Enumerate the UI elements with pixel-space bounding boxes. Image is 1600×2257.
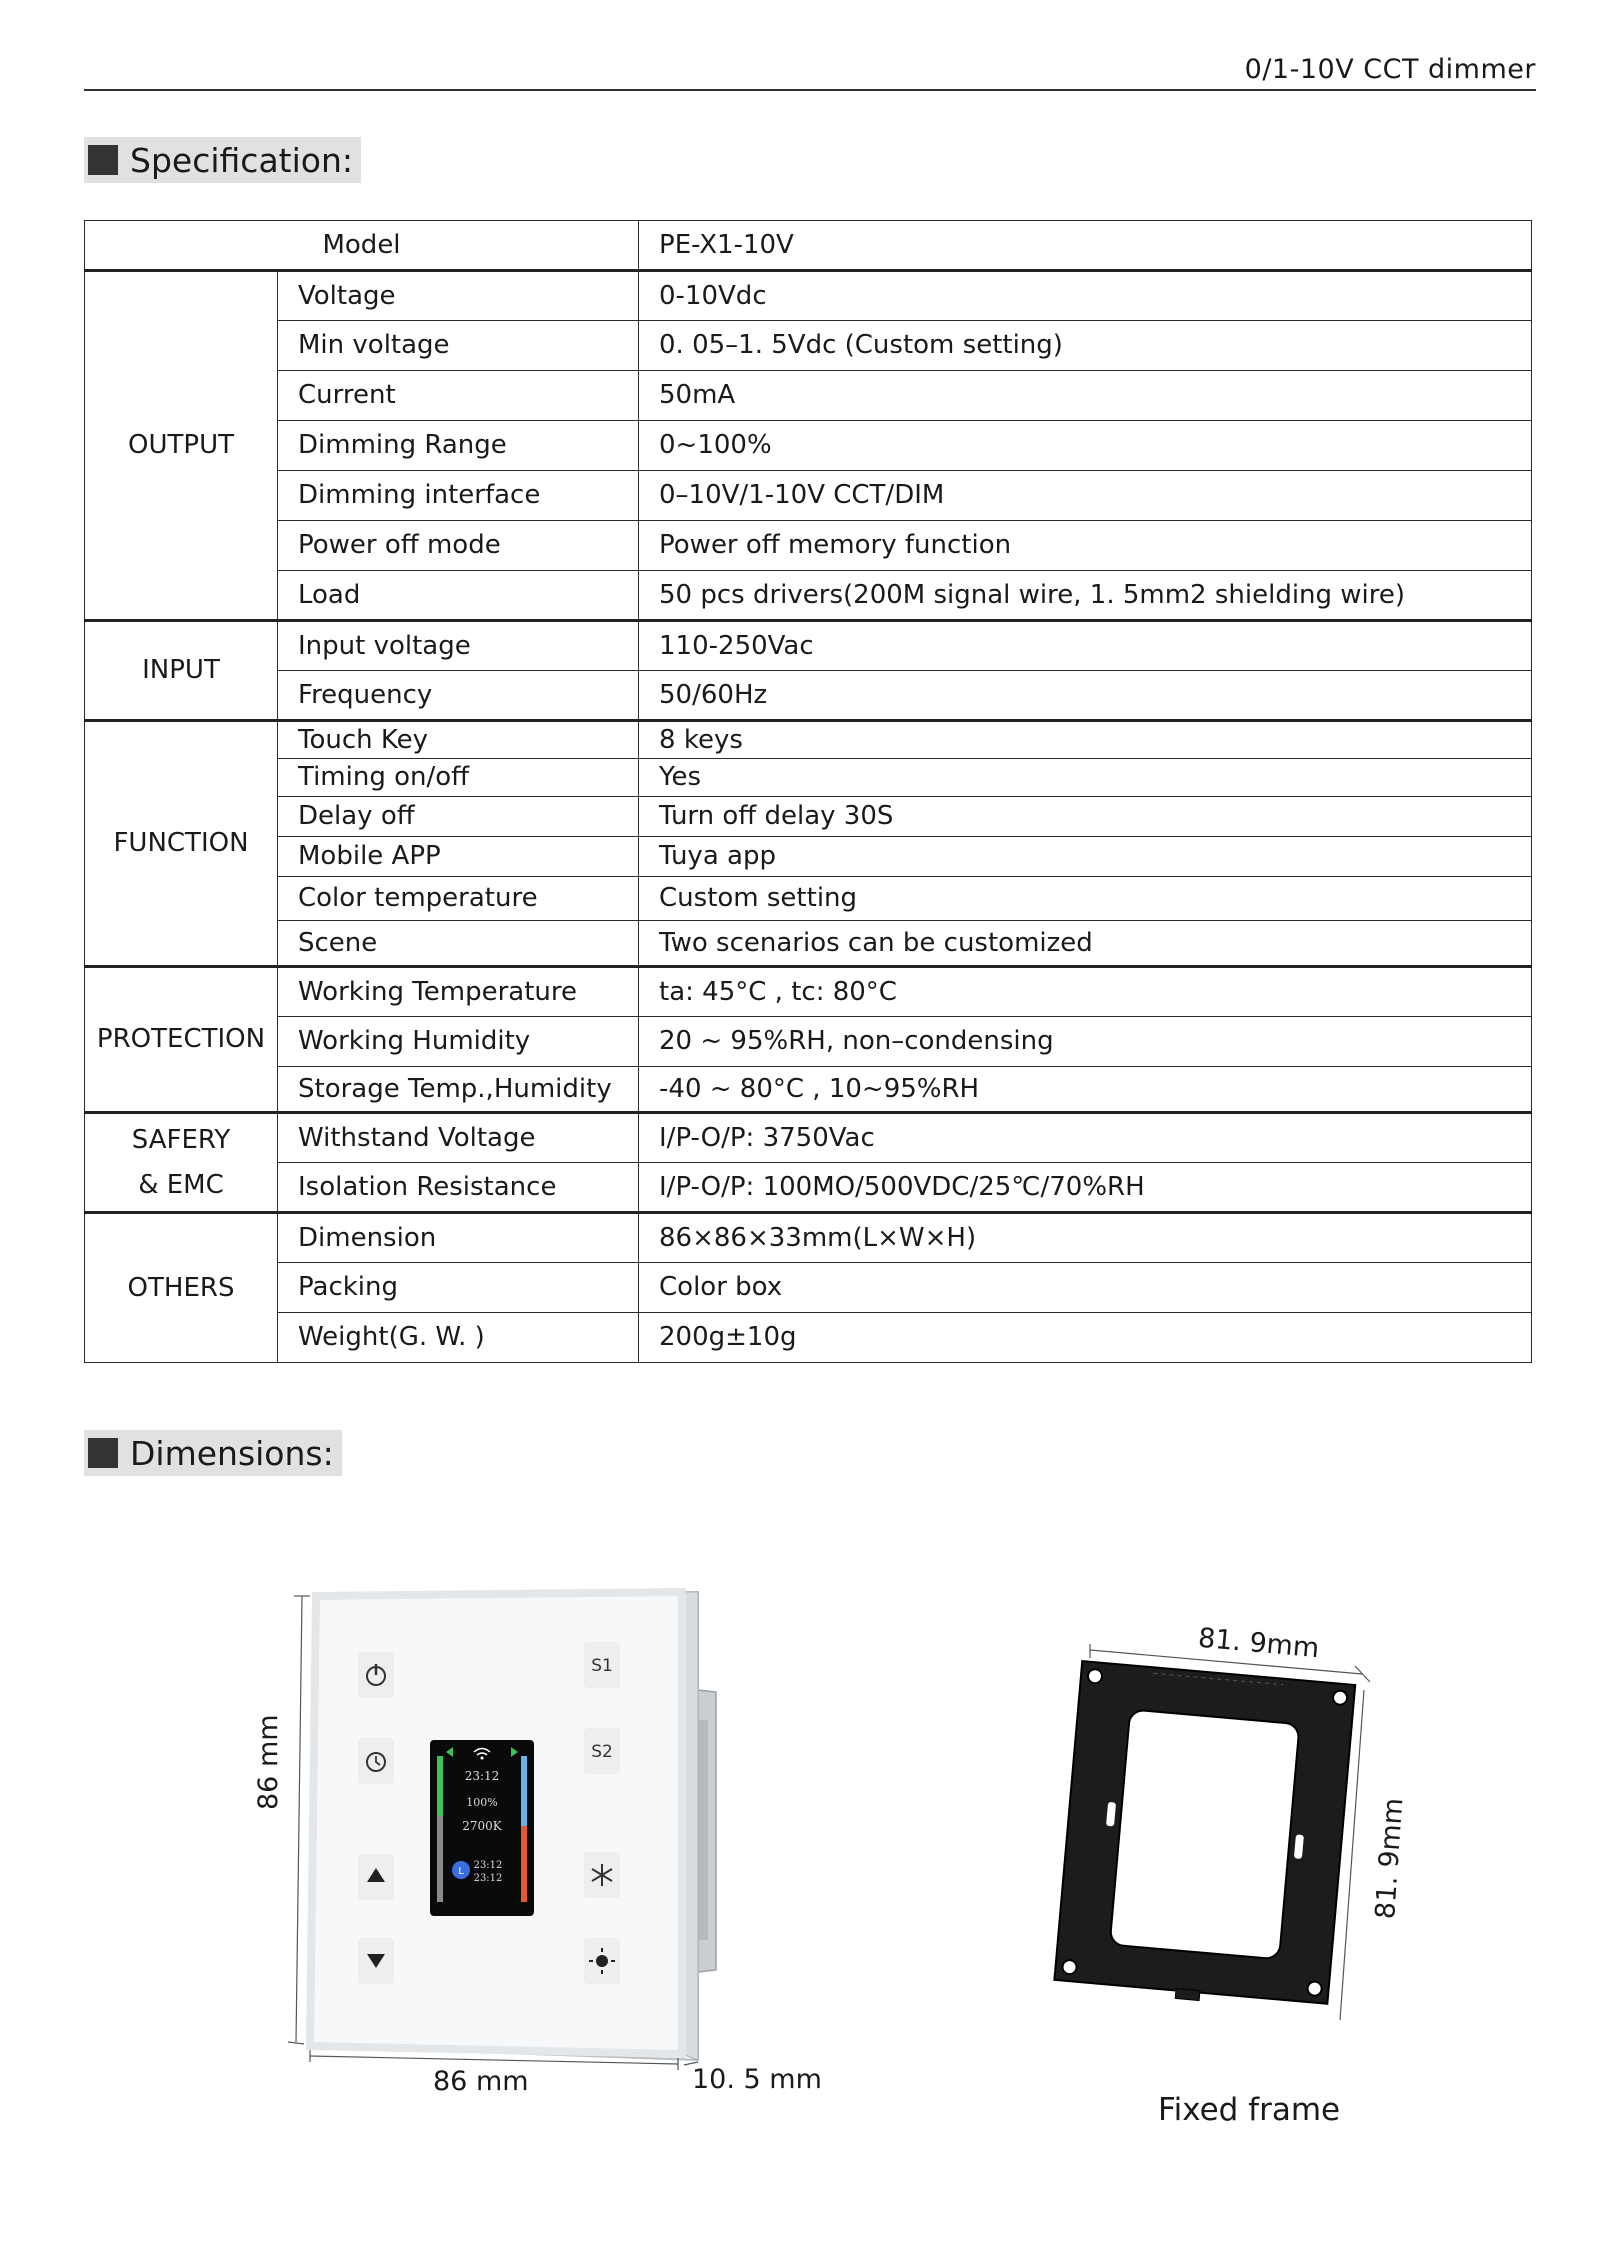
svg-text:23:12: 23:12 <box>473 1873 503 1884</box>
spec-label: Dimension <box>278 1213 639 1263</box>
power-key <box>358 1652 394 1698</box>
section-title: Dimensions: <box>130 1433 334 1473</box>
spec-value: Two scenarios can be customized <box>639 921 1532 967</box>
spec-row <box>85 921 1532 967</box>
spec-value: 20 ~ 95%RH, non–condensing <box>639 1017 1532 1067</box>
spec-row <box>85 721 1532 759</box>
spec-group-name: OUTPUT <box>85 271 278 621</box>
spec-row <box>85 1263 1532 1313</box>
spec-label: Input voltage <box>278 621 639 671</box>
spec-row <box>85 759 1532 797</box>
spec-label: Isolation Resistance <box>278 1163 639 1213</box>
spec-label: Voltage <box>278 271 639 321</box>
section-title: Specification: <box>130 140 353 180</box>
spec-label: Current <box>278 371 639 421</box>
spec-label: Load <box>278 571 639 621</box>
spec-label: Scene <box>278 921 639 967</box>
model-value: PE-X1-10V <box>639 221 1532 271</box>
spec-value: 200g±10g <box>639 1313 1532 1363</box>
spec-row <box>85 571 1532 621</box>
spec-value: Yes <box>639 759 1532 797</box>
spec-row <box>85 271 1532 321</box>
spec-value: 50mA <box>639 371 1532 421</box>
spec-value: 110-250Vac <box>639 621 1532 671</box>
section-square-icon <box>88 1438 118 1468</box>
specification-table <box>84 220 1532 1363</box>
spec-row <box>85 967 1532 1017</box>
spec-row <box>85 621 1532 671</box>
up-key <box>358 1854 394 1900</box>
spec-row <box>85 837 1532 877</box>
panel-height-label: 86 mm <box>253 1714 284 1810</box>
spec-row <box>85 471 1532 521</box>
spec-label: Mobile APP <box>278 837 639 877</box>
spec-group-name: INPUT <box>85 621 278 721</box>
frame-height-label: 81. 9mm <box>1370 1796 1410 1921</box>
spec-value: ta: 45°C , tc: 80°C <box>639 967 1532 1017</box>
panel-illustration <box>280 1580 720 2070</box>
spec-row <box>85 797 1532 837</box>
spec-value: 0-10Vdc <box>639 271 1532 321</box>
frame-caption: Fixed frame <box>1158 2092 1341 2128</box>
sun-key <box>584 1938 620 1984</box>
spec-label: Min voltage <box>278 321 639 371</box>
svg-text:100%: 100% <box>466 1796 498 1809</box>
svg-text:S2: S2 <box>591 1742 613 1762</box>
svg-text:S1: S1 <box>591 1656 613 1676</box>
display-screen <box>430 1740 534 1916</box>
section-square-icon <box>88 145 118 175</box>
section-dimensions <box>84 1430 342 1476</box>
spec-row <box>85 877 1532 921</box>
down-key <box>358 1938 394 1984</box>
spec-row <box>85 421 1532 471</box>
spec-value: 0–10V/1-10V CCT/DIM <box>639 471 1532 521</box>
spec-label: Delay off <box>278 797 639 837</box>
spec-value: 8 keys <box>639 721 1532 759</box>
spec-group-name: FUNCTION <box>85 721 278 967</box>
spec-row <box>85 521 1532 571</box>
s2-key <box>584 1728 620 1774</box>
header-rule <box>84 89 1536 91</box>
spec-label: Frequency <box>278 671 639 721</box>
spec-label: Power off mode <box>278 521 639 571</box>
spec-value: I/P-O/P: 100MO/500VDC/25℃/70%RH <box>639 1163 1532 1213</box>
spec-row <box>85 1313 1532 1363</box>
alarm-clock-key <box>358 1738 394 1784</box>
model-label: Model <box>85 221 639 271</box>
spec-value: 0~100% <box>639 421 1532 471</box>
fixed-frame-illustration <box>1020 1620 1380 2040</box>
s1-key <box>584 1642 620 1688</box>
spec-group-name: PROTECTION <box>85 967 278 1113</box>
spec-label: Dimming interface <box>278 471 639 521</box>
spec-row <box>85 671 1532 721</box>
spec-label: Weight(G. W. ) <box>278 1313 639 1363</box>
spec-value: Turn off delay 30S <box>639 797 1532 837</box>
spec-row <box>85 1163 1532 1213</box>
spec-row <box>85 1213 1532 1263</box>
spec-group-name: OTHERS <box>85 1213 278 1363</box>
spec-value: 50 pcs drivers(200M signal wire, 1. 5mm2 shielding wire) <box>639 571 1532 621</box>
spec-row <box>85 371 1532 421</box>
spec-label: Storage Temp.,Humidity <box>278 1067 639 1113</box>
spec-label: Withstand Voltage <box>278 1113 639 1163</box>
spec-row <box>85 1067 1532 1113</box>
spec-value: Custom setting <box>639 877 1532 921</box>
header-title: 0/1-10V CCT dimmer <box>1244 54 1536 85</box>
spec-label: Packing <box>278 1263 639 1313</box>
spec-row-model <box>85 221 1532 271</box>
spec-label: Touch Key <box>278 721 639 759</box>
svg-text:23:12: 23:12 <box>464 1769 500 1783</box>
snowflake-key <box>584 1852 620 1898</box>
spec-label: Dimming Range <box>278 421 639 471</box>
panel-depth-label: 10. 5 mm <box>692 2064 822 2095</box>
spec-value: Power off memory function <box>639 521 1532 571</box>
spec-label: Working Humidity <box>278 1017 639 1067</box>
spec-row <box>85 1017 1532 1067</box>
svg-text:L: L <box>458 1866 464 1877</box>
spec-value: I/P-O/P: 3750Vac <box>639 1113 1532 1163</box>
frame-width-label: 81. 9mm <box>1196 1622 1321 1665</box>
spec-value: 0. 05–1. 5Vdc (Custom setting) <box>639 321 1532 371</box>
svg-text:23:12: 23:12 <box>473 1860 503 1871</box>
spec-label: Color temperature <box>278 877 639 921</box>
spec-label: Working Temperature <box>278 967 639 1017</box>
spec-value: -40 ~ 80°C , 10~95%RH <box>639 1067 1532 1113</box>
spec-value: 86×86×33mm(L×W×H) <box>639 1213 1532 1263</box>
spec-value: Tuya app <box>639 837 1532 877</box>
panel-width-label: 86 mm <box>433 2066 529 2097</box>
spec-row <box>85 1113 1532 1163</box>
spec-value: 50/60Hz <box>639 671 1532 721</box>
section-specification <box>84 137 361 183</box>
spec-group-name: SAFERY & EMC <box>85 1113 278 1213</box>
svg-text:2700K: 2700K <box>462 1819 502 1833</box>
spec-label: Timing on/off <box>278 759 639 797</box>
spec-row <box>85 321 1532 371</box>
spec-value: Color box <box>639 1263 1532 1313</box>
